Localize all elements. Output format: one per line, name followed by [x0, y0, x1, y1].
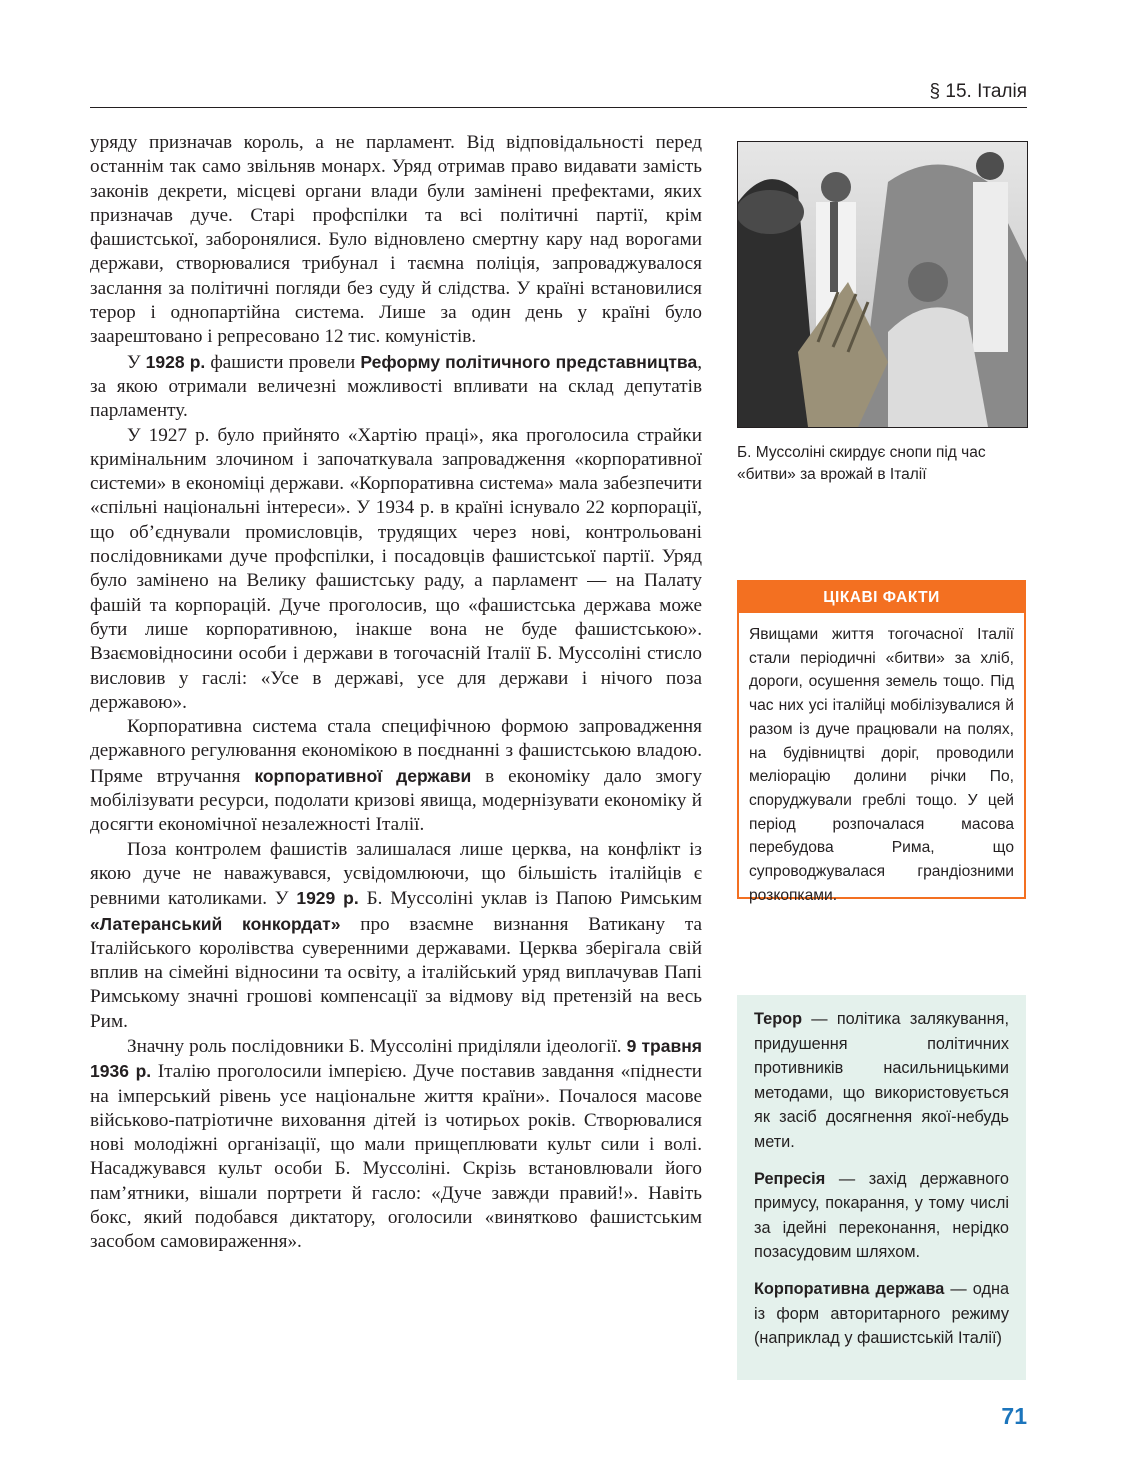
paragraph-6 [90, 1034, 702, 1255]
text-span: Італію проголосили імперією. Дуче поставив завдання «піднести на імперський рівень усе національне життя країни». Почалося масове військово-патріотичне виховання дітей із чотирьох років. Створювалися нові молодіжні організації, що мали прищеплювати культ сили і волі. Насаджувався культ особи Б. Муссоліні. Скрізь встановлювали його пам’ятники, вішали портрети й гасло: «Дуче завжди правий!». Навіть бокс, який подобався диктатору, оголосили «винятково фашистським засобом самовираження». [90, 1061, 702, 1253]
text-span: фашисти провели [205, 351, 361, 373]
text-span: Корпоративна система стала специфічною формою запровадження державного регулювання економікою в поєднанні з фашистською владою. Пряме втручання [90, 716, 702, 787]
text-span: У [127, 351, 146, 373]
bold-term: Реформу політичного представництва [360, 351, 698, 372]
text-span: , за якою отримали величезні можливості впливати на склад депутатів парламенту. [90, 351, 702, 422]
paragraph-2 [90, 350, 702, 424]
main-text-column [90, 131, 702, 1255]
bold-date: 1928 р. [145, 351, 206, 372]
header-divider [90, 107, 1027, 108]
bold-term: корпоративної держави [254, 765, 472, 786]
text-span: в економіку дало змогу мобілізувати ресурси, подолати кризові явища, модернізувати економіку й досягти економічної незалежності Італії. [90, 765, 702, 836]
text-span: Значну роль послідовники Б. Муссоліні приділяли ідеології. [127, 1035, 627, 1057]
interesting-facts-box [737, 580, 1026, 904]
photo-caption: Б. Муссоліні скирдує снопи під час «битви» за врожай в Італії [737, 444, 986, 483]
page-number: 71 [1001, 1403, 1027, 1429]
running-header: § 15. Італія [929, 81, 1027, 102]
historical-photo [737, 141, 1028, 428]
glossary-definition: — захід державного примусу, покарання, у тому числі за ідейні переконання, нерідко позасудовим шляхом. [754, 1169, 1009, 1262]
glossary-definition: — політика залякування, придушення політичних противників насильницькими методами, що використовується як засіб досягнення якої-небудь мети. [754, 1010, 1009, 1151]
glossary-item-corporate-state [754, 1277, 1009, 1351]
glossary-item-repression [754, 1167, 1009, 1265]
text-span: Поза контролем фашистів залишалася лише церква, на конфлікт із якою дуче не наважувався, усвідомлюючи, що більшість італійців є ревними католиками. У [90, 838, 702, 910]
photo-illustration [738, 142, 1027, 427]
paragraph-1: уряду призначав король, а не парламент. Від відповідальності перед останнім так само звільняв монарх. Уряд отримав право видавати замість законів декрети, місцеві органи влади були замінені префектами, яких призначав дуче. Старі профспілки та всі політичні партії, крім фашистської, заборонялися. Було відновлено смертну кару над ворогами держави, створювалися трибунал і таємна поліція, запроваджувалося заслання за політичні погляди без суду й слідства. У країні встановилися терор і однопартійна система. Лише за один день у країні було заарештовано і репресовано 12 тис. комуністів. [90, 132, 702, 348]
paragraph-4 [90, 715, 702, 837]
paragraph-3: У 1927 р. було прийнято «Хартію праці», яка проголосила страйки кримінальним злочином і започаткувала запровадження «корпоративної системи» в економіці держави. «Корпоративна система» мала забезпечити «спільні національні інтереси». У 1934 р. в країні існувало 22 корпорації, що об’єднували промисловців, трудящих через нові, контрольовані послідовниками дуче профспілки, і посадовців фашистської партії. Уряд було замінено на Велику фашистську раду, а парламент — на Палату фашій та корпорацій. Дуче проголосив, що «фашистська держава може бути лише корпоративною, інакше вона не буде фашистською». Взаємовідносини особи і держави в тогочасній Італії Б. Муссоліні стисло висловив у гаслі: «Усе в державі, усе для держави і нічого поза державою». [90, 424, 702, 713]
glossary-definition: — одна із форм авторитарного режиму (наприклад у фашистській Італії) [754, 1279, 1009, 1348]
bold-date: 9 травня 1936 р. [90, 1035, 702, 1082]
facts-text: Явищами життя тогочасної Італії стали періодичні «битви» за хліб, дороги, осушення земель тощо. Під час них усі італійці мобілізувалися й разом із дуче працювали на полях, на будівництві доріг, проводили меліорацію долини річки По, споруджували греблі тощо. У цей період розпочалася масова перебудова Рима, що супроводжувалася грандіозними розкопками. [749, 626, 1014, 904]
bold-term: «Латеранський конкордат» [90, 913, 341, 934]
text-span: про взаємне визнання Ватикану та Італійського королівства суверенними державами. Церква зберігала свій вплив на сімейні відносини та освіту, а італійський уряд виплачував Папі Римському значні грошові компенсації за відмову від претензій на весь Рим. [90, 913, 702, 1032]
glossary-item-terror [754, 1007, 1009, 1155]
glossary-term: Терор [754, 1010, 803, 1028]
glossary-term: Корпоративна держава [754, 1279, 945, 1298]
text-span: Б. Муссоліні уклав із Папою Римським [358, 888, 702, 910]
bold-date: 1929 р. [296, 888, 359, 909]
paragraph-5 [90, 838, 702, 1034]
facts-title: ЦІКАВІ ФАКТИ [739, 582, 1024, 613]
glossary-term: Репресія [754, 1169, 826, 1188]
glossary-box [737, 995, 1026, 1380]
